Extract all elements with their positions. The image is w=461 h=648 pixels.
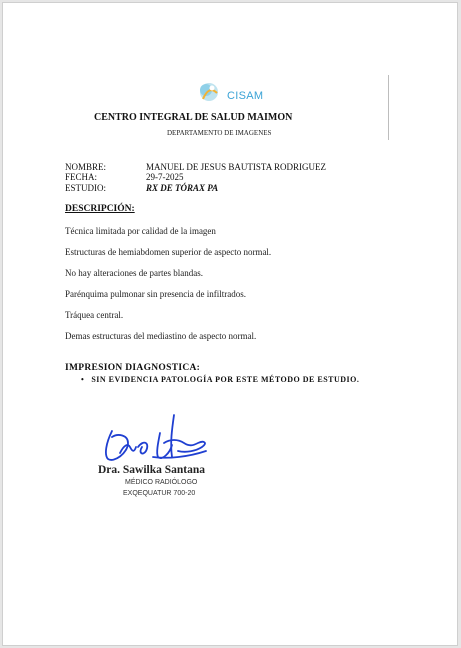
- doctor-role: MÉDICO RADIÓLOGO: [125, 479, 198, 486]
- clinic-title: CENTRO INTEGRAL DE SALUD MAIMON: [94, 112, 293, 123]
- description-line: Tráquea central.: [65, 310, 124, 320]
- impression-item: [81, 375, 359, 384]
- impression-item-text: SIN EVIDENCIA PATOLOGÍA POR ESTE MÉTODO DE ESTUDIO.: [91, 375, 360, 384]
- study-label: ESTUDIO:: [65, 183, 106, 193]
- date-value: 29-7-2025: [146, 172, 184, 182]
- description-line: No hay alteraciones de partes blandas.: [65, 268, 203, 278]
- date-label: FECHA:: [65, 172, 98, 182]
- description-line: Estructuras de hemiabdomen superior de aspecto normal.: [65, 247, 272, 257]
- bullet-icon: •: [81, 375, 85, 384]
- doctor-name: Dra. Sawilka Santana: [98, 464, 206, 476]
- study-value: RX DE TÓRAX PA: [146, 183, 219, 193]
- doctor-exequatur: EXQEQUATUR 700-20: [123, 490, 196, 497]
- department-name: DEPARTAMENTO DE IMAGENES: [167, 129, 272, 137]
- description-line: Técnica limitada por calidad de la imagen: [65, 226, 216, 236]
- description-line: Demas estructuras del mediastino de aspecto normal.: [65, 331, 257, 341]
- logo-text: CISAM: [227, 90, 264, 102]
- description-line: Parénquima pulmonar sin presencia de infiltrados.: [65, 289, 246, 299]
- document-page: [2, 2, 458, 646]
- description-heading: DESCRIPCIÓN:: [65, 204, 135, 214]
- impression-heading: IMPRESION DIAGNOSTICA:: [65, 363, 201, 373]
- name-value: MANUEL DE JESUS BAUTISTA RODRIGUEZ: [146, 162, 326, 172]
- handwritten-signature: [98, 413, 213, 468]
- header-divider: [388, 75, 389, 140]
- name-label: NOMBRE:: [65, 162, 107, 172]
